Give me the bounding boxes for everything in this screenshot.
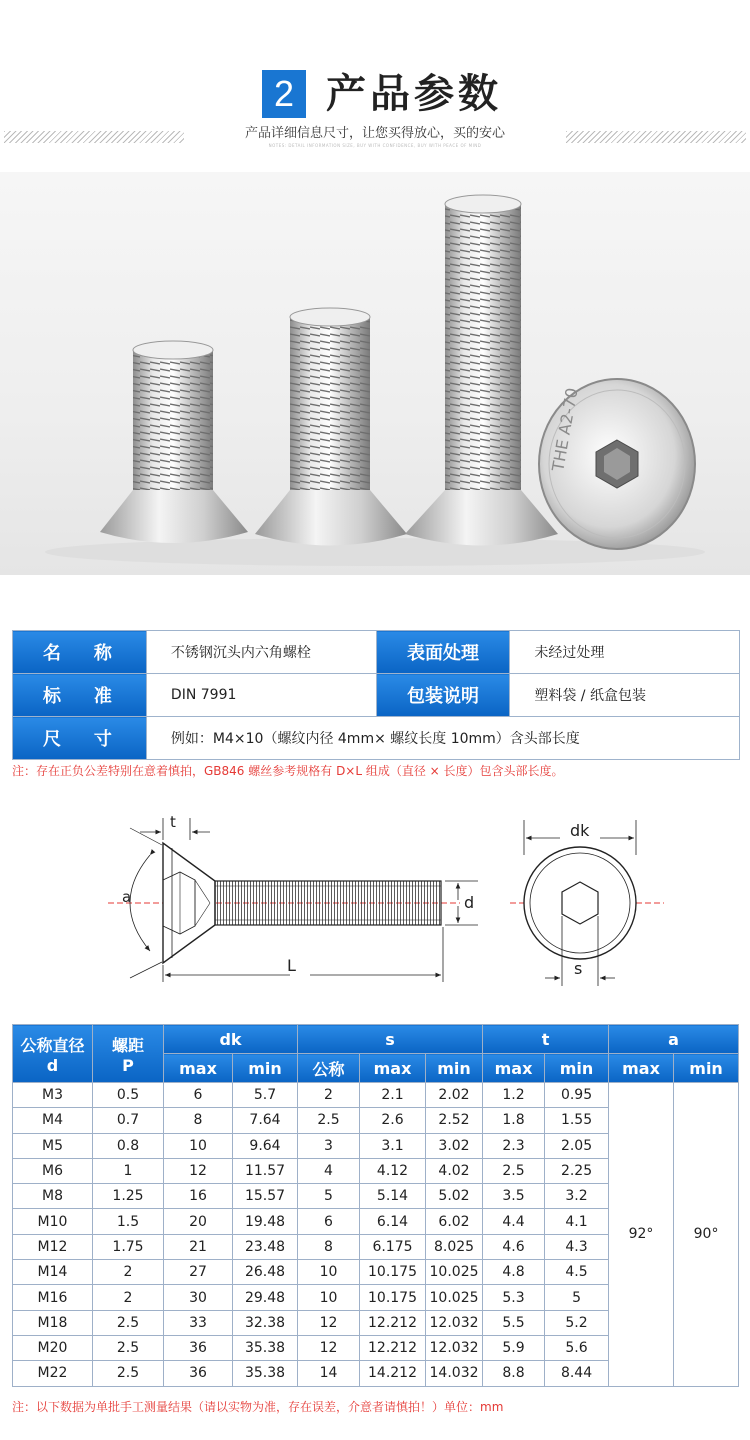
table-cell: 35.38 bbox=[233, 1361, 298, 1386]
table-cell: 36 bbox=[164, 1361, 233, 1386]
spec-row-standard bbox=[13, 674, 740, 717]
table-row bbox=[13, 1083, 739, 1108]
table-cell: 0.8 bbox=[93, 1133, 164, 1158]
table-cell: 4.12 bbox=[360, 1158, 426, 1183]
header-pitch: 螺距 P bbox=[93, 1025, 164, 1083]
section-number-badge: 2 bbox=[262, 70, 306, 118]
table-cell: 12 bbox=[298, 1335, 360, 1360]
screw-short bbox=[100, 341, 248, 543]
table-cell: 6.175 bbox=[360, 1234, 426, 1259]
spec-label-name-1: 名 bbox=[43, 643, 61, 664]
table-cell: 11.57 bbox=[233, 1158, 298, 1183]
table-cell: 1.75 bbox=[93, 1234, 164, 1259]
table-cell: 2.52 bbox=[426, 1108, 483, 1133]
table-cell: 19.48 bbox=[233, 1209, 298, 1234]
label-d-diameter: d bbox=[464, 893, 475, 912]
table-cell: 8.025 bbox=[426, 1234, 483, 1259]
table-cell: 14.032 bbox=[426, 1361, 483, 1386]
header-dk: dk bbox=[164, 1025, 298, 1054]
label-L-length: L bbox=[287, 956, 296, 975]
table-cell: 2 bbox=[298, 1083, 360, 1108]
table-cell: 23.48 bbox=[233, 1234, 298, 1259]
table-cell: 4.6 bbox=[483, 1234, 545, 1259]
table-cell: 12.212 bbox=[360, 1335, 426, 1360]
table-cell: 2.5 bbox=[93, 1361, 164, 1386]
section-header bbox=[0, 0, 750, 160]
label-dk: dk bbox=[570, 821, 590, 840]
dimension-table bbox=[12, 1024, 739, 1387]
spec-label-size-1: 尺 bbox=[43, 729, 61, 750]
table-cell: 1.5 bbox=[93, 1209, 164, 1234]
dimension-diagram bbox=[0, 800, 750, 1000]
angle-min-cell: 90° bbox=[674, 1083, 739, 1387]
table-cell: 5.2 bbox=[545, 1310, 609, 1335]
table-cell: 1.55 bbox=[545, 1108, 609, 1133]
table-cell: 15.57 bbox=[233, 1184, 298, 1209]
spec-value-surface: 未经过处理 bbox=[510, 631, 740, 674]
header-a-max: max bbox=[609, 1054, 674, 1083]
header-nominal-diameter: 公称直径 d bbox=[13, 1025, 93, 1083]
table-cell: 27 bbox=[164, 1260, 233, 1285]
table-cell: 8 bbox=[298, 1234, 360, 1259]
table-cell: 5.5 bbox=[483, 1310, 545, 1335]
table-cell: 14.212 bbox=[360, 1361, 426, 1386]
table-cell: 4.02 bbox=[426, 1158, 483, 1183]
table-cell: 6 bbox=[164, 1083, 233, 1108]
header-s: s bbox=[298, 1025, 483, 1054]
header-s-nominal: 公称 bbox=[298, 1054, 360, 1083]
table-cell: 36 bbox=[164, 1335, 233, 1360]
table-cell: 5.7 bbox=[233, 1083, 298, 1108]
header-t: t bbox=[483, 1025, 609, 1054]
spec-label-surface: 表面处理 bbox=[376, 631, 510, 674]
table-cell: 2 bbox=[93, 1260, 164, 1285]
table-cell: 3.02 bbox=[426, 1133, 483, 1158]
table-cell: M10 bbox=[13, 1209, 93, 1234]
dimension-table-body bbox=[13, 1083, 739, 1387]
table-cell: 9.64 bbox=[233, 1133, 298, 1158]
screw-long bbox=[405, 195, 558, 546]
spec-table bbox=[12, 630, 740, 760]
table-cell: 33 bbox=[164, 1310, 233, 1335]
table-cell: 6 bbox=[298, 1209, 360, 1234]
table-cell: 2.3 bbox=[483, 1133, 545, 1158]
table-cell: M6 bbox=[13, 1158, 93, 1183]
subtitle-fine-print: NOTES: DETAIL INFORMATION SIZE, BUY WITH CONFIDENCE, BUY WITH PEACE OF MIND bbox=[268, 143, 482, 148]
table-cell: 32.38 bbox=[233, 1310, 298, 1335]
table-cell: 5.9 bbox=[483, 1335, 545, 1360]
table-cell: 4.8 bbox=[483, 1260, 545, 1285]
spec-label-size-2: 寸 bbox=[93, 729, 112, 750]
table-cell: 5.3 bbox=[483, 1285, 545, 1310]
table-cell: M3 bbox=[13, 1083, 93, 1108]
table-cell: 2.1 bbox=[360, 1083, 426, 1108]
spec-value-packaging: 塑料袋 / 纸盒包装 bbox=[510, 674, 740, 717]
table-cell: 1.8 bbox=[483, 1108, 545, 1133]
table-cell: 1.25 bbox=[93, 1184, 164, 1209]
spec-value-size: 例如：M4×10（螺纹内径 4mm× 螺纹长度 10mm）含头部长度 bbox=[146, 717, 739, 760]
table-cell: 35.38 bbox=[233, 1335, 298, 1360]
table-cell: 10.025 bbox=[426, 1260, 483, 1285]
table-cell: 2.5 bbox=[93, 1310, 164, 1335]
table-cell: 3.5 bbox=[483, 1184, 545, 1209]
table-cell: M8 bbox=[13, 1184, 93, 1209]
table-cell: 10 bbox=[164, 1133, 233, 1158]
angle-max-cell: 92° bbox=[609, 1083, 674, 1387]
table-cell: 5.02 bbox=[426, 1184, 483, 1209]
table-cell: 2 bbox=[93, 1285, 164, 1310]
screw-head-top-view bbox=[539, 379, 695, 549]
screw-top-view bbox=[524, 847, 636, 959]
section-title: 产品参数 bbox=[326, 71, 502, 117]
table-cell: 4 bbox=[298, 1158, 360, 1183]
table-cell: 21 bbox=[164, 1234, 233, 1259]
table-cell: 4.4 bbox=[483, 1209, 545, 1234]
table-cell: 10 bbox=[298, 1285, 360, 1310]
label-a-angle: a bbox=[122, 888, 132, 906]
screw-medium bbox=[255, 308, 407, 546]
table-cell: 2.05 bbox=[545, 1133, 609, 1158]
table-cell: 30 bbox=[164, 1285, 233, 1310]
spec-row-size bbox=[13, 717, 740, 760]
table-cell: 16 bbox=[164, 1184, 233, 1209]
table-cell: 5 bbox=[545, 1285, 609, 1310]
header-dk-max: max bbox=[164, 1054, 233, 1083]
label-s: s bbox=[574, 959, 583, 978]
table-cell: 3.1 bbox=[360, 1133, 426, 1158]
spec-value-name: 不锈钢沉头内六角螺栓 bbox=[146, 631, 376, 674]
table-cell: 12 bbox=[164, 1158, 233, 1183]
table-cell: 7.64 bbox=[233, 1108, 298, 1133]
table-cell: M12 bbox=[13, 1234, 93, 1259]
table-cell: M16 bbox=[13, 1285, 93, 1310]
table-cell: 2.25 bbox=[545, 1158, 609, 1183]
table-cell: 8.8 bbox=[483, 1361, 545, 1386]
product-photo bbox=[0, 172, 750, 575]
table-cell: 12.212 bbox=[360, 1310, 426, 1335]
table-cell: M18 bbox=[13, 1310, 93, 1335]
head-marking: THE A2-70 bbox=[548, 386, 582, 473]
table-cell: M14 bbox=[13, 1260, 93, 1285]
measurement-note: 注：以下数据为单批手工测量结果（请以实物为准，存在误差，介意者请慎拍！）单位：mm bbox=[12, 1400, 504, 1414]
spec-row-name bbox=[13, 631, 740, 674]
spec-label-name-2: 称 bbox=[93, 643, 112, 664]
table-cell: 0.95 bbox=[545, 1083, 609, 1108]
decorative-stripes-right bbox=[566, 131, 746, 143]
header-s-max: max bbox=[360, 1054, 426, 1083]
table-cell: M22 bbox=[13, 1361, 93, 1386]
header-a-min: min bbox=[674, 1054, 739, 1083]
header-a: a bbox=[609, 1025, 739, 1054]
table-cell: 5.6 bbox=[545, 1335, 609, 1360]
header-t-min: min bbox=[545, 1054, 609, 1083]
spec-value-standard: DIN 7991 bbox=[146, 674, 376, 717]
table-cell: 29.48 bbox=[233, 1285, 298, 1310]
screws-illustration bbox=[0, 172, 750, 575]
screw-side-view bbox=[163, 843, 441, 963]
spec-label-packaging: 包装说明 bbox=[376, 674, 510, 717]
table-cell: 5 bbox=[298, 1184, 360, 1209]
table-cell: 1.2 bbox=[483, 1083, 545, 1108]
table-cell: 2.02 bbox=[426, 1083, 483, 1108]
table-cell: 3.2 bbox=[545, 1184, 609, 1209]
table-cell: 10.025 bbox=[426, 1285, 483, 1310]
table-cell: M20 bbox=[13, 1335, 93, 1360]
table-cell: 20 bbox=[164, 1209, 233, 1234]
technical-drawing bbox=[0, 800, 750, 1000]
table-cell: M5 bbox=[13, 1133, 93, 1158]
section-subtitle: 产品详细信息尺寸，让您买得放心，买的安心 bbox=[244, 126, 505, 141]
table-cell: 10.175 bbox=[360, 1285, 426, 1310]
table-cell: 26.48 bbox=[233, 1260, 298, 1285]
table-cell: 4.1 bbox=[545, 1209, 609, 1234]
table-cell: 8.44 bbox=[545, 1361, 609, 1386]
table-cell: 10 bbox=[298, 1260, 360, 1285]
table-cell: 4.3 bbox=[545, 1234, 609, 1259]
dimension-header-row-1 bbox=[13, 1025, 739, 1054]
table-cell: 12 bbox=[298, 1310, 360, 1335]
table-cell: 6.14 bbox=[360, 1209, 426, 1234]
label-t-side: t bbox=[170, 813, 176, 831]
tolerance-note: 注：存在正负公差特别在意着慎拍，GB846 螺丝参考规格有 D×L 组成（直径 × 长度）包含头部长度。 bbox=[12, 764, 564, 778]
table-cell: 3 bbox=[298, 1133, 360, 1158]
table-cell: 12.032 bbox=[426, 1310, 483, 1335]
table-cell: 2.5 bbox=[93, 1335, 164, 1360]
table-cell: 8 bbox=[164, 1108, 233, 1133]
header-s-min: min bbox=[426, 1054, 483, 1083]
table-cell: 1 bbox=[93, 1158, 164, 1183]
table-cell: 12.032 bbox=[426, 1335, 483, 1360]
table-cell: M4 bbox=[13, 1108, 93, 1133]
table-cell: 2.5 bbox=[298, 1108, 360, 1133]
spec-label-standard-1: 标 bbox=[43, 686, 61, 707]
header-dk-min: min bbox=[233, 1054, 298, 1083]
spec-label-standard-2: 准 bbox=[93, 686, 112, 707]
table-cell: 10.175 bbox=[360, 1260, 426, 1285]
table-cell: 5.14 bbox=[360, 1184, 426, 1209]
table-cell: 4.5 bbox=[545, 1260, 609, 1285]
table-cell: 0.7 bbox=[93, 1108, 164, 1133]
table-cell: 2.6 bbox=[360, 1108, 426, 1133]
header-t-max: max bbox=[483, 1054, 545, 1083]
table-cell: 6.02 bbox=[426, 1209, 483, 1234]
table-cell: 0.5 bbox=[93, 1083, 164, 1108]
table-cell: 2.5 bbox=[483, 1158, 545, 1183]
table-cell: 14 bbox=[298, 1361, 360, 1386]
